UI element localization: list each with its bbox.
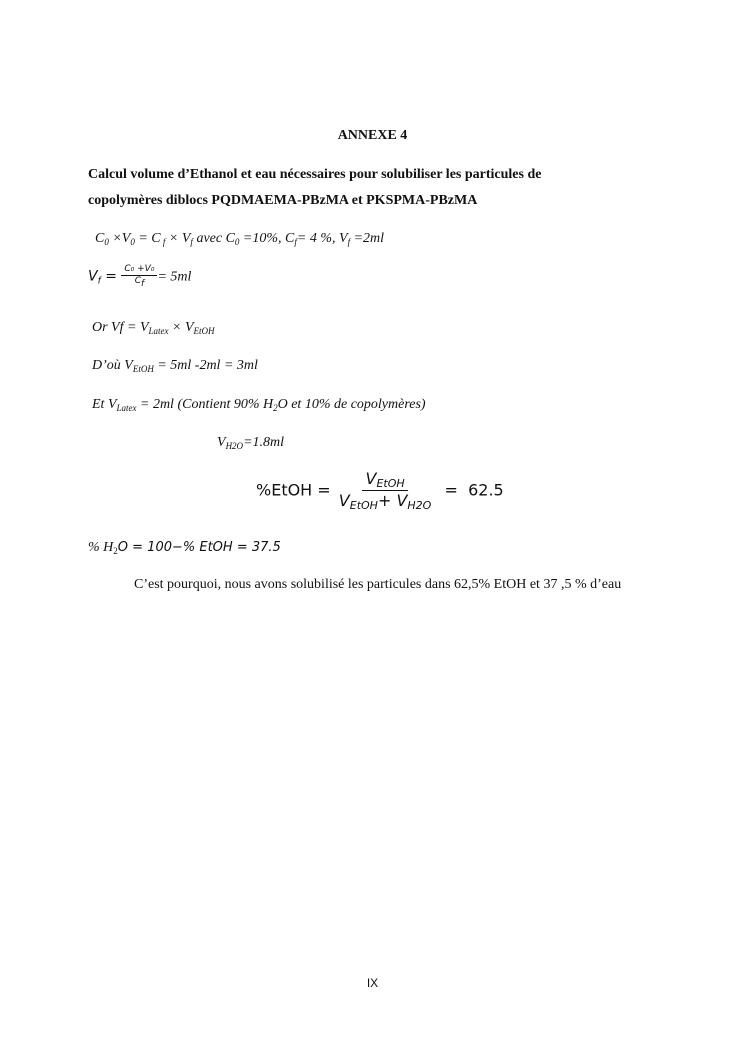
equation-v-etoh: D’où $V_{EtOH} = 5ml$ -2ml = 3ml: [92, 358, 258, 374]
equation-percent-etoh: %EtOH = $\frac{V_{EtOH}}{V_{EtOH}+ V_{H2O}}$ = 62.5: [256, 469, 504, 513]
heading-line-2: copolymères diblocs PQDMAEMA-PBzMA et PKSPMA-PBzMA: [88, 193, 478, 208]
heading-line-1: Calcul volume d’Ethanol et eau nécessaires pour solubiliser les particules de: [88, 167, 542, 182]
equation-dilution: $C_0 \times V_0 = C$ $_f \times V_f$ avec $C_0 =10\%$, $C_f= 4$ %, $V_f =2ml$: [95, 231, 385, 247]
page-number: IX: [366, 976, 379, 990]
equation-v-h2o: $V_{H2O}=1.8ml$: [217, 435, 285, 451]
conclusion-text: C’est pourquoi, nous avons solubilisé les particules dans 62,5% EtOH et 37 ,5 % d’eau: [134, 577, 622, 592]
fraction-etoh: $\frac{V_{EtOH}}{V_{EtOH}+ V_{H2O}}$: [338, 469, 432, 513]
page-title: ANNEXE 4: [337, 128, 408, 143]
fraction-vf: $\frac{\text{C₀ +V₀}}{Cf}$: [121, 265, 157, 290]
equation-vf: $V_f$ = $\frac{\text{C₀ +V₀}}{Cf}$ = 5ml: [88, 264, 192, 289]
equation-percent-h2o: % $H_2O = 100-\%$ EtOH = 37.5: [88, 540, 281, 556]
equation-or-vf: Or $Vf = V_{Latex} \times V_{EtOH}$: [92, 320, 215, 336]
equation-v-latex: Et $V_{Latex} = 2ml$ (Contient 90% $H_2O$ et 10% de copolymères): [92, 397, 426, 413]
